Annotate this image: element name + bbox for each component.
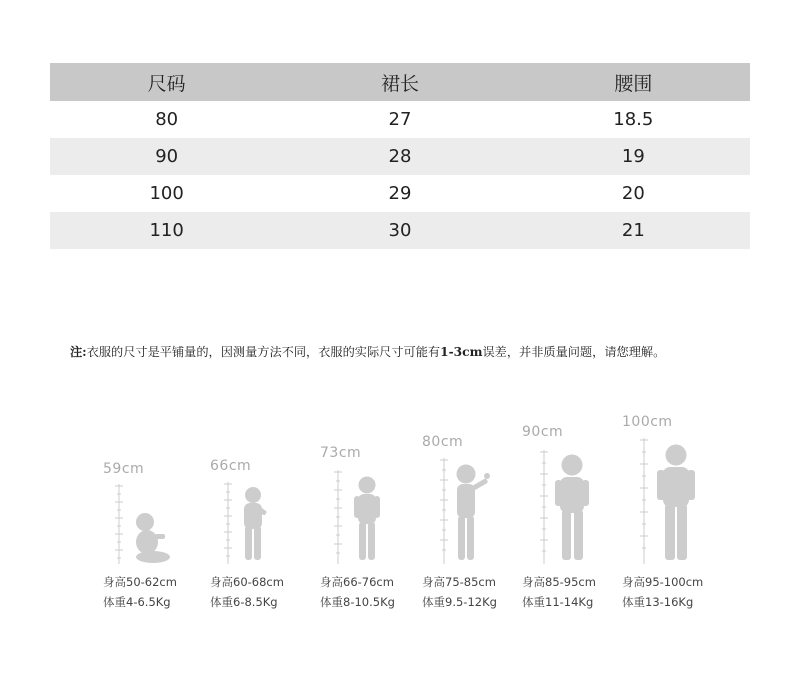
table-cell: 19: [517, 138, 750, 175]
note-text-before: 衣服的尺寸是平铺量的，因测量方法不同，衣服的实际尺寸可能有: [86, 345, 441, 359]
height-label: 66cm: [210, 458, 252, 474]
table-header-row: [50, 63, 750, 101]
body-weight-range: 体重9.5-12Kg: [422, 595, 497, 609]
height-label: 59cm: [103, 461, 145, 477]
body-height-range: 身高66-76cm: [320, 575, 394, 589]
height-label: 73cm: [320, 445, 362, 461]
column-header-size: 尺码: [50, 63, 283, 101]
standing-baby-icon: [238, 486, 272, 564]
body-weight-range: 体重11-14Kg: [522, 595, 594, 609]
table-cell: 80: [155, 109, 179, 130]
size-table: [50, 63, 750, 249]
table-row: [50, 138, 750, 175]
table-cell: 27: [388, 109, 412, 130]
body-weight-range: 体重8-10.5Kg: [320, 595, 395, 609]
table-cell: 18.5: [613, 109, 654, 130]
height-label: 100cm: [622, 414, 673, 430]
ruler-icon: [222, 482, 234, 564]
ruler-icon: [332, 470, 344, 564]
ruler-icon: [113, 484, 125, 564]
waving-child-icon: [452, 464, 492, 564]
body-weight-range: 体重13-16Kg: [622, 595, 694, 609]
growth-stage: [422, 400, 532, 630]
note-prefix: 注:: [70, 345, 87, 359]
body-height-range: 身高95-100cm: [622, 575, 704, 589]
table-cell: 21: [517, 212, 750, 249]
body-height-range: 身高60-68cm: [210, 575, 284, 589]
body-height-range: 身高75-85cm: [422, 575, 496, 589]
height-label: 90cm: [522, 424, 564, 440]
toddler-icon: [350, 476, 386, 564]
growth-stage: [103, 400, 213, 630]
growth-chart: [0, 400, 800, 630]
growth-stage: [522, 400, 632, 630]
older-child-icon: [656, 444, 698, 564]
table-cell: 30: [283, 212, 516, 249]
table-cell: 100: [149, 183, 184, 204]
ruler-icon: [538, 450, 550, 564]
body-weight-range: 体重4-6.5Kg: [103, 595, 171, 609]
table-cell: 29: [388, 183, 412, 204]
note-text-after: 误差，并非质量问题，请您理解。: [482, 345, 666, 359]
table-row: [50, 175, 750, 212]
child-icon: [554, 454, 594, 564]
ruler-icon: [638, 438, 650, 564]
height-label: 80cm: [422, 434, 464, 450]
table-cell: 90: [50, 138, 283, 175]
growth-stage: [210, 400, 320, 630]
growth-stage: [622, 400, 732, 630]
table-cell: 20: [621, 183, 645, 204]
table-cell: 28: [283, 138, 516, 175]
ruler-icon: [438, 458, 450, 564]
measurement-note: [70, 343, 770, 360]
column-header-skirt-length: 裙长: [283, 63, 516, 101]
growth-stage: [320, 400, 430, 630]
table-row: [50, 101, 750, 138]
body-weight-range: 体重6-8.5Kg: [210, 595, 278, 609]
column-header-waist: 腰围: [517, 63, 750, 101]
body-height-range: 身高50-62cm: [103, 575, 177, 589]
table-cell: 110: [50, 212, 283, 249]
table-row: [50, 212, 750, 249]
note-error-range: 1-3cm: [440, 345, 483, 359]
body-height-range: 身高85-95cm: [522, 575, 596, 589]
sitting-baby-icon: [129, 512, 171, 564]
